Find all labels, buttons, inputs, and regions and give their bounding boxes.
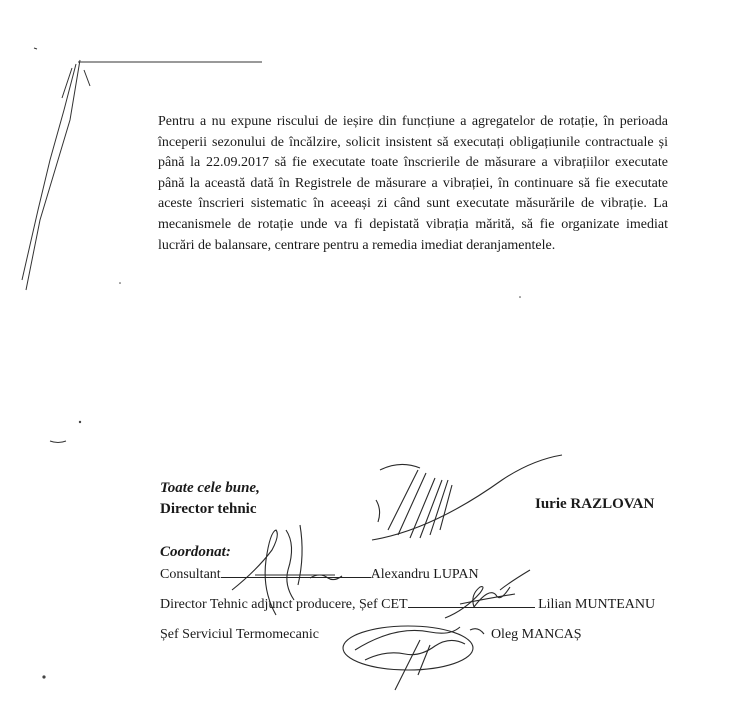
coordination-role: Consultant <box>160 567 221 582</box>
closing-regards: Toate cele bune, <box>160 480 260 496</box>
letter-body-text: Pentru a nu expune riscului de ieșire din funcțiune a agregatelor de rotație, în perioada începerii sezonului de încălzire, solicit insistent să executați obligațiunile contractuale și până la 22.09.2017 să fie executate toate înscrierile de măsurare a vibrațiilor executate până la această dată în Registrele de măsurare a vibrației, în continuare să fie executate aceste înscrieri sistematic în aceeași zi când sunt executate măsurările de vibrație. La mecanismele de rotație unde va fi depistată vibrația mărită, să fie organizate imediat lucrări de balansare, centrare pentru a remedia imediat deranjamentele. <box>158 114 668 253</box>
coordination-row-consultant <box>160 567 479 583</box>
coordination-role: Șef Serviciul Termomecanic <box>160 627 319 642</box>
letter-body <box>158 112 668 256</box>
coordination-row-thermomechanical-head <box>160 627 582 643</box>
coordination-person: Oleg MANCAȘ <box>490 627 582 642</box>
coordination-row-deputy-director <box>160 597 655 613</box>
coordination-person: Lilian MUNTEANU <box>538 597 656 612</box>
scan-speck-icon <box>42 282 520 678</box>
coordination-heading: Coordonat: <box>160 544 231 560</box>
signer-title: Director tehnic <box>160 501 257 517</box>
razlovan-signature-icon <box>372 455 562 540</box>
signature-rule <box>221 576 371 578</box>
coordination-person: Alexandru LUPAN <box>370 567 479 582</box>
signer-name: Iurie RAZLOVAN <box>535 496 655 512</box>
signature-rule <box>408 606 535 608</box>
coordination-role: Director Tehnic adjunct producere, Șef CET <box>160 597 408 612</box>
closing-block <box>160 478 260 520</box>
